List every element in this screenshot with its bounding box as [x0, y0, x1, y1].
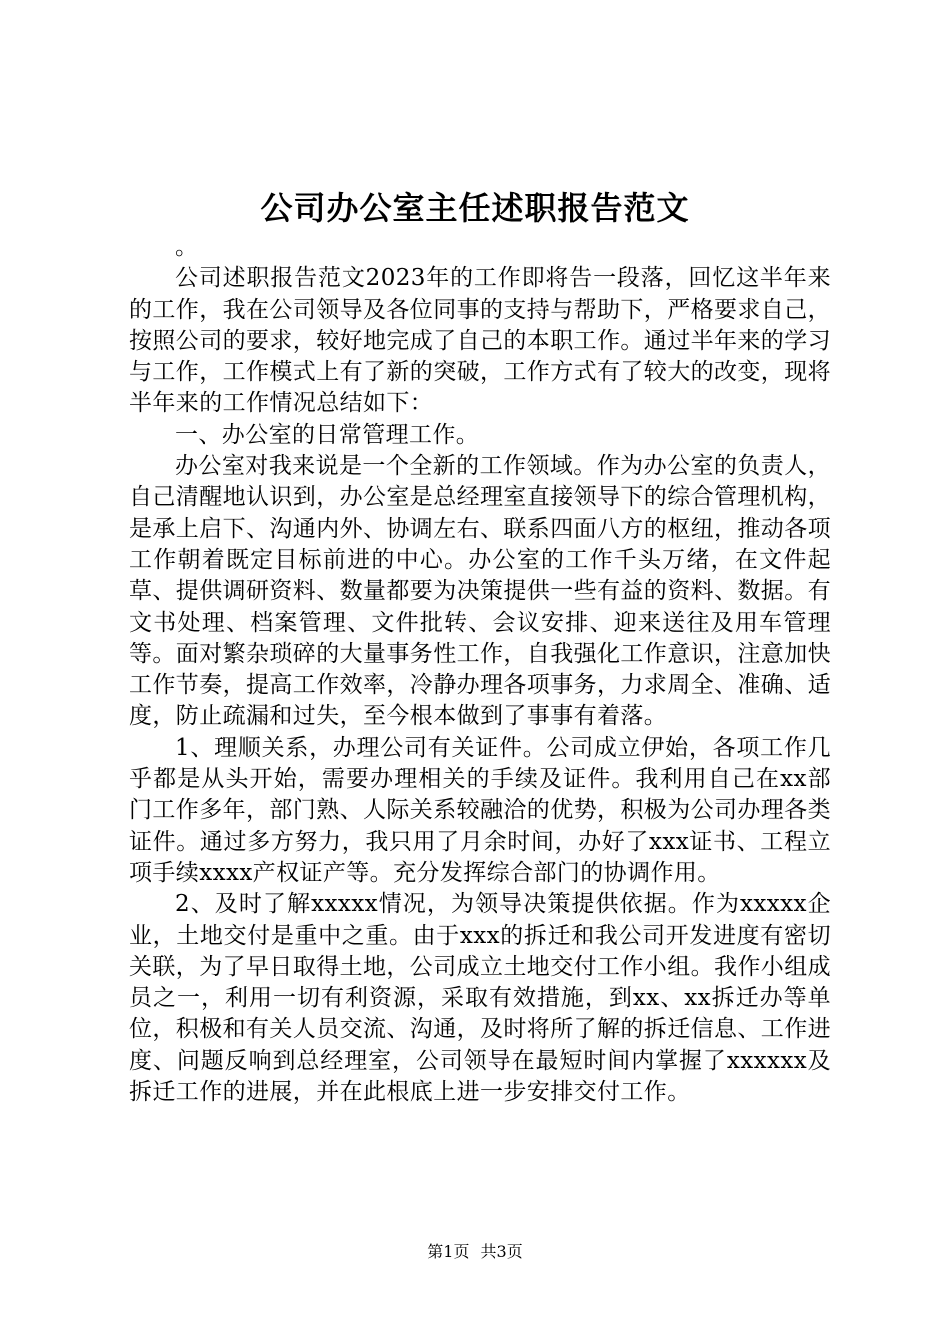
paragraph-introduction: 公司述职报告范文2023年的工作即将告一段落，回忆这半年来的工作，我在公司领导及各位同事的支持与帮助下，严格要求自己，按照公司的要求，较好地完成了自己的本职工作。通过半年来的学习与工作，工作模式上有了新的突破，工作方式有了较大的改变，现将半年来的工作情况总结如下： [129, 265, 831, 417]
section-heading-office-management: 一、办公室的日常管理工作。 [175, 421, 480, 448]
page-footer [0, 1240, 950, 1264]
paragraph-item-2-land-delivery: 2、及时了解xxxxx情况，为领导决策提供依据。作为xxxxx企业，土地交付是重中之重。由于xxx的拆迁和我公司开发进度有密切关联，为了早日取得土地，公司成立土地交付工作小组。我作小组成员之一，利用一切有利资源，采取有效措施，到xx、xx拆迁办等单位，积极和有关人员交流、沟通，及时将所了解的拆迁信息、工作进度、问题反响到总经理室，公司领导在最短时间内掌握了xxxxxx及拆迁工作的进展，并在此根底上进一步安排交付工作。 [129, 891, 831, 1106]
document-title: 公司办公室主任述职报告范文 [260, 189, 690, 227]
page-number: 第1页 [427, 1242, 470, 1261]
document-body [129, 232, 831, 1108]
paragraph-opening-mark: 。 [175, 234, 199, 260]
page-total: 共3页 [480, 1242, 523, 1261]
paragraph-item-1-certificates: 1、理顺关系，办理公司有关证件。公司成立伊始，各项工作几乎都是从头开始，需要办理相关的手续及证件。我利用自己在xx部门工作多年，部门熟、人际关系较融洽的优势，积极为公司办理各类证件。通过多方努力，我只用了月余时间，办好了xxx证书、工程立项手续xxxx产权证产等。充分发挥综合部门的协调作用。 [129, 734, 831, 886]
paragraph-office-role: 办公室对我来说是一个全新的工作领域。作为办公室的负责人，自己清醒地认识到，办公室是总经理室直接领导下的综合管理机构，是承上启下、沟通内外、协调左右、联系四面八方的枢纽，推动各项工作朝着既定目标前进的中心。办公室的工作千头万绪，在文件起草、提供调研资料、数量都要为决策提供一些有益的资料、数据。有文书处理、档案管理、文件批转、会议安排、迎来送往及用车管理等。面对繁杂琐碎的大量事务性工作，自我强化工作意识，注意加快工作节奏，提高工作效率，冷静办理各项事务，力求周全、准确、适度，防止疏漏和过失，至今根本做到了事事有着落。 [129, 453, 831, 730]
